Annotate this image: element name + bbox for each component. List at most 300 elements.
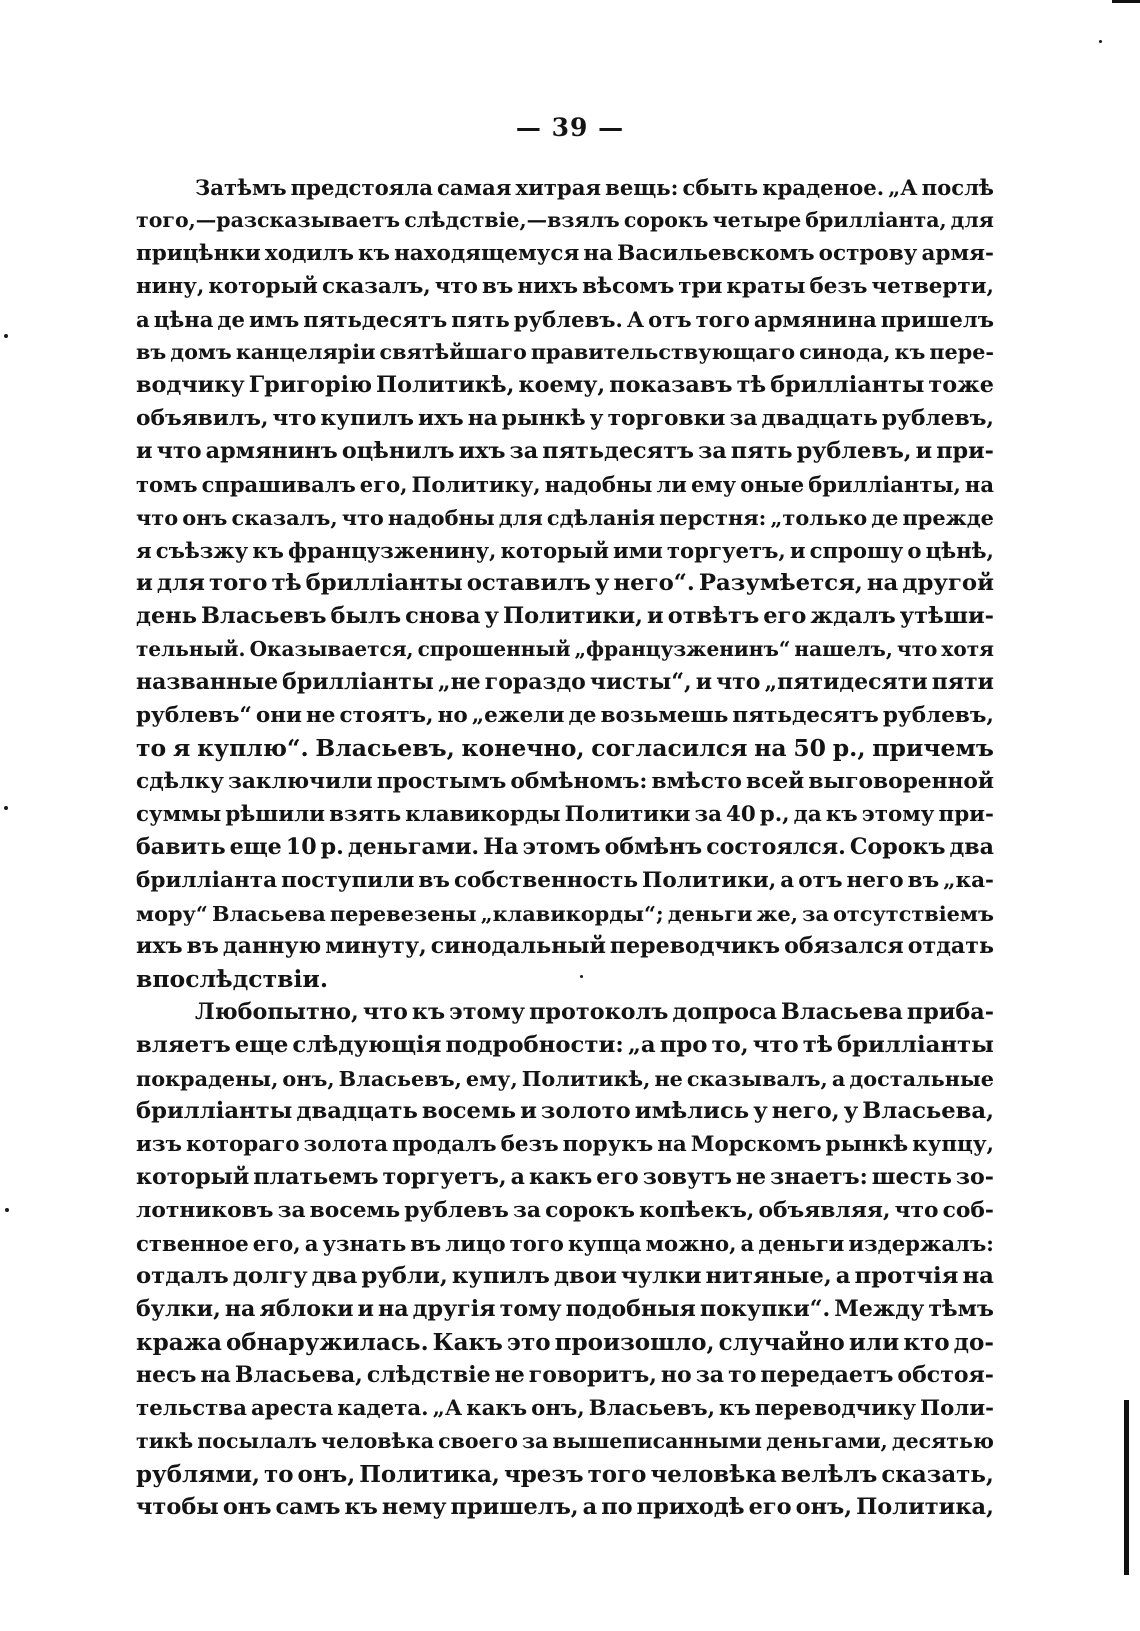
word: ему xyxy=(690,472,737,497)
word: водчику xyxy=(136,372,245,398)
word: при- xyxy=(938,802,994,827)
text-line xyxy=(136,996,994,1029)
word: деньги xyxy=(758,1231,845,1256)
word: перстня: xyxy=(659,505,767,530)
word: обнаружилась. xyxy=(225,1329,429,1356)
word: на xyxy=(200,1362,231,1388)
word: канцеляріи xyxy=(235,340,376,364)
word: впослѣдствіи. xyxy=(136,965,329,993)
word: за xyxy=(277,1198,306,1223)
word: за xyxy=(695,1362,725,1388)
word: армянина xyxy=(753,307,877,332)
word: протоколъ xyxy=(529,999,669,1025)
word: Политика, xyxy=(856,1494,994,1520)
word: мору“ xyxy=(136,901,208,926)
word: двои xyxy=(553,1263,617,1289)
word: къ xyxy=(344,1494,378,1520)
word: кадета. xyxy=(337,1396,429,1421)
word: рынкѣ xyxy=(501,406,586,431)
word: на xyxy=(866,570,899,596)
word: двадцать xyxy=(761,406,878,431)
word: чулки xyxy=(620,1263,702,1289)
word: нашелъ, xyxy=(794,637,893,661)
word: человѣка xyxy=(650,1461,777,1488)
text-line xyxy=(136,1029,994,1062)
word: обмѣномъ: xyxy=(510,769,648,794)
text-line xyxy=(136,369,994,402)
word: прицѣнки xyxy=(136,241,261,266)
word: соб- xyxy=(942,1198,994,1223)
word: того xyxy=(209,570,268,596)
word: стоятъ, xyxy=(339,703,434,728)
word: что xyxy=(136,505,179,530)
word: Между xyxy=(834,1296,925,1322)
word: нему xyxy=(381,1494,447,1520)
word: день xyxy=(136,603,197,629)
word: краты xyxy=(726,274,806,299)
word: заключили xyxy=(227,769,373,794)
text-line xyxy=(136,1062,994,1095)
word: вышеписанными xyxy=(552,1429,763,1453)
word: данную xyxy=(222,933,322,959)
word: „французженинъ“ xyxy=(574,637,791,661)
word: Власьева, xyxy=(234,1362,363,1388)
word: а xyxy=(831,1066,846,1091)
word: подобныя xyxy=(565,1296,696,1322)
scan-speck xyxy=(580,975,583,978)
word: деньгами. xyxy=(347,834,480,860)
word: Григорію xyxy=(248,372,372,398)
text-line xyxy=(136,1293,994,1326)
word: его xyxy=(763,603,807,629)
word: и xyxy=(789,538,806,563)
word: самая xyxy=(437,175,512,200)
word: золота xyxy=(303,1132,388,1157)
word: изъ xyxy=(136,1132,182,1157)
word: хитрая xyxy=(515,175,602,200)
word: сорокъ xyxy=(623,208,709,232)
text-line xyxy=(136,204,994,237)
word: платьемъ xyxy=(253,1164,379,1190)
word: оцѣнилъ xyxy=(341,438,455,464)
word: рынкѣ xyxy=(825,1132,909,1157)
word: Какъ xyxy=(432,1329,503,1356)
word: краденое. xyxy=(762,175,885,200)
word: отъ xyxy=(648,307,692,332)
word: сдѣланія xyxy=(546,505,656,530)
word: того xyxy=(695,307,750,332)
text-line xyxy=(136,1491,994,1524)
word: достальные xyxy=(849,1066,994,1091)
word: гораздо xyxy=(484,669,586,695)
word: къ xyxy=(719,1396,751,1421)
word: ареста xyxy=(251,1396,334,1421)
word: зо- xyxy=(955,1164,994,1190)
text-line xyxy=(136,567,994,600)
word: зовутъ xyxy=(642,1164,732,1190)
word: брилліанта, xyxy=(805,208,947,232)
word: брилліанты xyxy=(305,570,463,596)
word: кража xyxy=(136,1329,222,1356)
word: „не xyxy=(437,669,481,695)
word: ственное xyxy=(136,1231,249,1256)
text-line xyxy=(136,1359,994,1392)
word: приба- xyxy=(906,999,994,1025)
word: рублевъ. xyxy=(513,307,623,332)
word: у xyxy=(843,1098,859,1124)
text-line xyxy=(136,798,994,831)
word: конечно, xyxy=(461,734,585,762)
word: сказывалъ, xyxy=(686,1066,828,1091)
word: они xyxy=(255,703,302,728)
word: къ xyxy=(825,802,858,827)
word: онъ, xyxy=(795,1494,853,1520)
word: Политики xyxy=(564,802,691,827)
word: два xyxy=(949,834,994,860)
scan-speck xyxy=(1099,40,1102,43)
word: золото xyxy=(540,1098,631,1124)
word: обязался xyxy=(784,933,904,959)
word: тикѣ xyxy=(136,1429,194,1453)
word: продалъ xyxy=(392,1132,497,1157)
word: слѣдующія xyxy=(292,1032,442,1058)
word: какъ xyxy=(528,1164,593,1190)
word: и xyxy=(915,438,933,464)
word: торговки xyxy=(607,406,726,431)
word: Власьева, xyxy=(862,1098,994,1124)
word: ему, xyxy=(465,1066,518,1091)
word: за xyxy=(509,438,539,464)
word: деньгами, xyxy=(766,1429,888,1453)
word: то xyxy=(728,1362,757,1388)
word: деньги xyxy=(667,901,753,926)
text-line xyxy=(136,633,994,666)
word: нихъ xyxy=(517,274,579,299)
word: него, xyxy=(771,1098,840,1124)
word: велѣлъ xyxy=(780,1461,878,1488)
word: чрезъ xyxy=(503,1461,584,1488)
word: „А xyxy=(432,1396,463,1421)
word: онъ, xyxy=(531,1396,585,1421)
word: не xyxy=(654,1066,683,1091)
word: этому xyxy=(449,999,526,1025)
word: состоялся. xyxy=(706,834,846,860)
text-line xyxy=(136,1392,994,1425)
word: своего xyxy=(438,1429,518,1453)
word: его, xyxy=(252,1231,301,1256)
word: брилліанта xyxy=(136,868,278,893)
word: тельства xyxy=(136,1396,247,1421)
word: ихъ xyxy=(458,438,506,464)
word: на xyxy=(964,472,994,497)
word: имъ xyxy=(249,307,300,332)
word: несъ xyxy=(136,1362,197,1388)
word: тоже xyxy=(928,372,994,398)
word: что xyxy=(752,1032,799,1058)
text-line xyxy=(136,963,994,996)
word: его xyxy=(748,1494,792,1520)
word: тому xyxy=(499,1296,562,1322)
word: „ежели xyxy=(471,703,565,728)
word: р., xyxy=(832,734,866,762)
word: отъ xyxy=(798,868,843,893)
word: а xyxy=(304,1231,319,1256)
text-line xyxy=(136,1326,994,1359)
word: „ка- xyxy=(943,868,994,893)
text-line xyxy=(136,864,994,897)
word: за xyxy=(802,901,829,926)
text-line xyxy=(136,831,994,864)
word: Разумѣется, xyxy=(698,570,863,596)
word: ихъ xyxy=(417,406,464,431)
word: куплю“. xyxy=(197,734,309,762)
word: де xyxy=(568,703,597,728)
word: армянинъ xyxy=(205,438,338,464)
word: и xyxy=(520,1098,537,1124)
word: оные xyxy=(740,472,805,497)
word: въ xyxy=(907,868,940,893)
word: вляетъ xyxy=(136,1032,231,1058)
word: что xyxy=(434,274,478,299)
word: прежде xyxy=(902,505,994,530)
word: да xyxy=(793,802,822,827)
word: суммы xyxy=(136,802,222,827)
word: еще xyxy=(229,834,282,860)
word: по xyxy=(601,1494,633,1520)
word: допроса xyxy=(672,999,777,1025)
word: отсутствіемъ xyxy=(832,901,994,926)
word: а xyxy=(740,1231,755,1256)
word: объявилъ, xyxy=(136,406,269,431)
word: вмѣсто xyxy=(651,769,742,794)
word: 50 xyxy=(793,734,827,762)
word: этомъ xyxy=(522,834,601,860)
word: говоритъ, xyxy=(528,1362,657,1388)
word: него“. xyxy=(613,570,695,596)
word: тѣ xyxy=(736,372,767,398)
word: утѣши- xyxy=(899,603,994,629)
word: собственность xyxy=(453,868,638,893)
word: купилъ xyxy=(451,1263,550,1289)
word: Любопытно, xyxy=(195,999,359,1025)
word: Политики, xyxy=(502,603,643,629)
word: а xyxy=(835,1263,851,1289)
word: тельный. xyxy=(136,637,246,661)
word: четыре xyxy=(712,208,802,232)
word: того xyxy=(587,1461,647,1488)
word: торгуетъ, xyxy=(382,1164,507,1190)
word: посылалъ xyxy=(197,1429,317,1453)
word: у xyxy=(594,570,610,596)
word: рублевъ, xyxy=(882,703,994,728)
word: безъ xyxy=(809,274,868,299)
word: я xyxy=(136,538,152,563)
word: издержалъ: xyxy=(848,1231,994,1256)
text-line xyxy=(136,765,994,798)
word: который xyxy=(500,538,609,563)
word: рублевъ xyxy=(404,1198,509,1223)
word: безъ xyxy=(500,1132,559,1157)
word: покупки“. xyxy=(699,1296,831,1322)
word: ждалъ xyxy=(810,603,896,629)
text-line xyxy=(136,1194,994,1227)
word: Оказывается, xyxy=(249,637,414,661)
word: четверти, xyxy=(871,274,994,299)
word: коему, xyxy=(518,372,606,398)
word: ими xyxy=(612,538,663,563)
word: переводчикъ xyxy=(609,933,781,959)
word: р. xyxy=(320,834,344,860)
text-line xyxy=(136,1260,994,1293)
word: рѣшили xyxy=(225,802,326,827)
word: рублями, xyxy=(136,1461,260,1488)
word: другія xyxy=(412,1296,496,1322)
text-line xyxy=(136,501,994,534)
word: брилліанты xyxy=(836,1032,994,1058)
word: то xyxy=(264,1461,294,1488)
word: Политику, xyxy=(411,472,541,497)
word: и xyxy=(136,438,153,464)
word: тѣ xyxy=(802,1032,833,1058)
word: булки, xyxy=(136,1296,221,1322)
word: Власьевъ, xyxy=(338,1066,462,1091)
word: котораго xyxy=(186,1132,300,1157)
word: тѣ xyxy=(271,570,302,596)
word: согласился xyxy=(591,734,748,762)
word: подробности: xyxy=(445,1032,624,1058)
word: де xyxy=(871,505,899,530)
word: Политикѣ, xyxy=(376,372,515,398)
word: что xyxy=(156,438,202,464)
text-line xyxy=(136,1095,994,1128)
word: но xyxy=(660,1362,692,1388)
word: купилъ xyxy=(320,406,414,431)
word: на xyxy=(754,734,787,762)
word: него xyxy=(846,868,904,893)
word: рублевъ, xyxy=(796,438,912,464)
word: Политики, xyxy=(641,868,777,893)
text-line xyxy=(136,171,994,204)
word: причемъ xyxy=(872,734,994,762)
word: не xyxy=(306,703,336,728)
scan-edge-mark xyxy=(1112,0,1140,3)
word: не xyxy=(494,1362,525,1388)
word: показавъ xyxy=(609,372,733,398)
text-line xyxy=(136,1425,994,1458)
word: купцу, xyxy=(912,1132,994,1157)
word: „клавикорды“; xyxy=(480,901,664,926)
word: или xyxy=(848,1329,900,1356)
word: имѣлись xyxy=(634,1098,750,1124)
word: у xyxy=(484,603,499,629)
word: сказалъ, xyxy=(321,274,431,299)
word: сорокъ xyxy=(545,1198,635,1223)
word: за xyxy=(521,1429,549,1453)
word: торгуетъ, xyxy=(666,538,786,563)
word: въ xyxy=(136,340,167,364)
word: его, xyxy=(359,472,408,497)
word: за xyxy=(729,406,758,431)
text-line xyxy=(136,897,994,930)
word: въ xyxy=(410,1231,442,1256)
word: предстояла xyxy=(290,175,433,200)
word: онъ xyxy=(182,505,228,530)
word: о xyxy=(907,538,922,563)
word: синода, xyxy=(799,340,891,364)
word: на xyxy=(583,241,614,266)
word: долгу xyxy=(232,1263,308,1289)
word: а xyxy=(780,868,795,893)
word: покрадены, xyxy=(136,1066,279,1091)
word: нитяные, xyxy=(705,1263,832,1289)
word: но xyxy=(437,703,468,728)
word: случайно xyxy=(718,1329,845,1356)
word: произошло, xyxy=(554,1329,715,1356)
word: „а xyxy=(627,1032,656,1058)
word: я xyxy=(172,734,191,762)
word: Политика, xyxy=(359,1461,500,1488)
word: чисты“, xyxy=(589,669,692,695)
word: самъ xyxy=(275,1494,341,1520)
text-line xyxy=(136,336,994,369)
word: шесть xyxy=(871,1164,952,1190)
word: оставилъ xyxy=(466,570,591,596)
word: хотя xyxy=(941,637,994,661)
word: надобны xyxy=(544,472,653,497)
word: въ xyxy=(482,274,514,299)
text-line xyxy=(136,1458,994,1491)
word: для xyxy=(950,208,994,232)
word: пришелъ, xyxy=(450,1494,579,1520)
word: сказать, xyxy=(881,1461,994,1488)
word: вѣсомъ xyxy=(582,274,675,299)
word: пере- xyxy=(929,340,994,364)
word: Затѣмъ xyxy=(195,175,287,200)
word: яблоки xyxy=(259,1296,354,1322)
word: цѣнѣ, xyxy=(925,538,994,563)
word: всей xyxy=(746,769,805,794)
text-line xyxy=(136,732,994,765)
word: слѣдствіе xyxy=(366,1362,491,1388)
word: что xyxy=(716,669,761,695)
word: сказалъ, xyxy=(231,505,338,530)
word: перевезены xyxy=(329,901,477,926)
word: при- xyxy=(936,438,994,464)
word: рубли, xyxy=(361,1263,448,1289)
word: брилліанты xyxy=(770,372,925,398)
word: рублевъ“ xyxy=(136,703,252,728)
word: а xyxy=(510,1164,525,1190)
word: острову xyxy=(818,241,918,266)
word: переводчику xyxy=(754,1396,916,1421)
page-number: — 39 — xyxy=(515,113,625,142)
word: то xyxy=(136,734,167,762)
word: Васильевскомъ xyxy=(617,241,815,266)
word: восемь xyxy=(309,1198,401,1223)
word: къ xyxy=(894,340,926,364)
word: десятью xyxy=(891,1429,994,1453)
word: цѣна xyxy=(153,307,214,332)
word: 40 xyxy=(725,802,756,827)
word: пять xyxy=(451,307,510,332)
word: выговоренной xyxy=(808,769,994,794)
word: который xyxy=(208,274,318,299)
word: домъ xyxy=(170,340,232,364)
word: а xyxy=(582,1494,598,1520)
word: „А xyxy=(888,175,918,200)
scan-speck xyxy=(4,334,8,338)
word: для xyxy=(156,570,205,596)
